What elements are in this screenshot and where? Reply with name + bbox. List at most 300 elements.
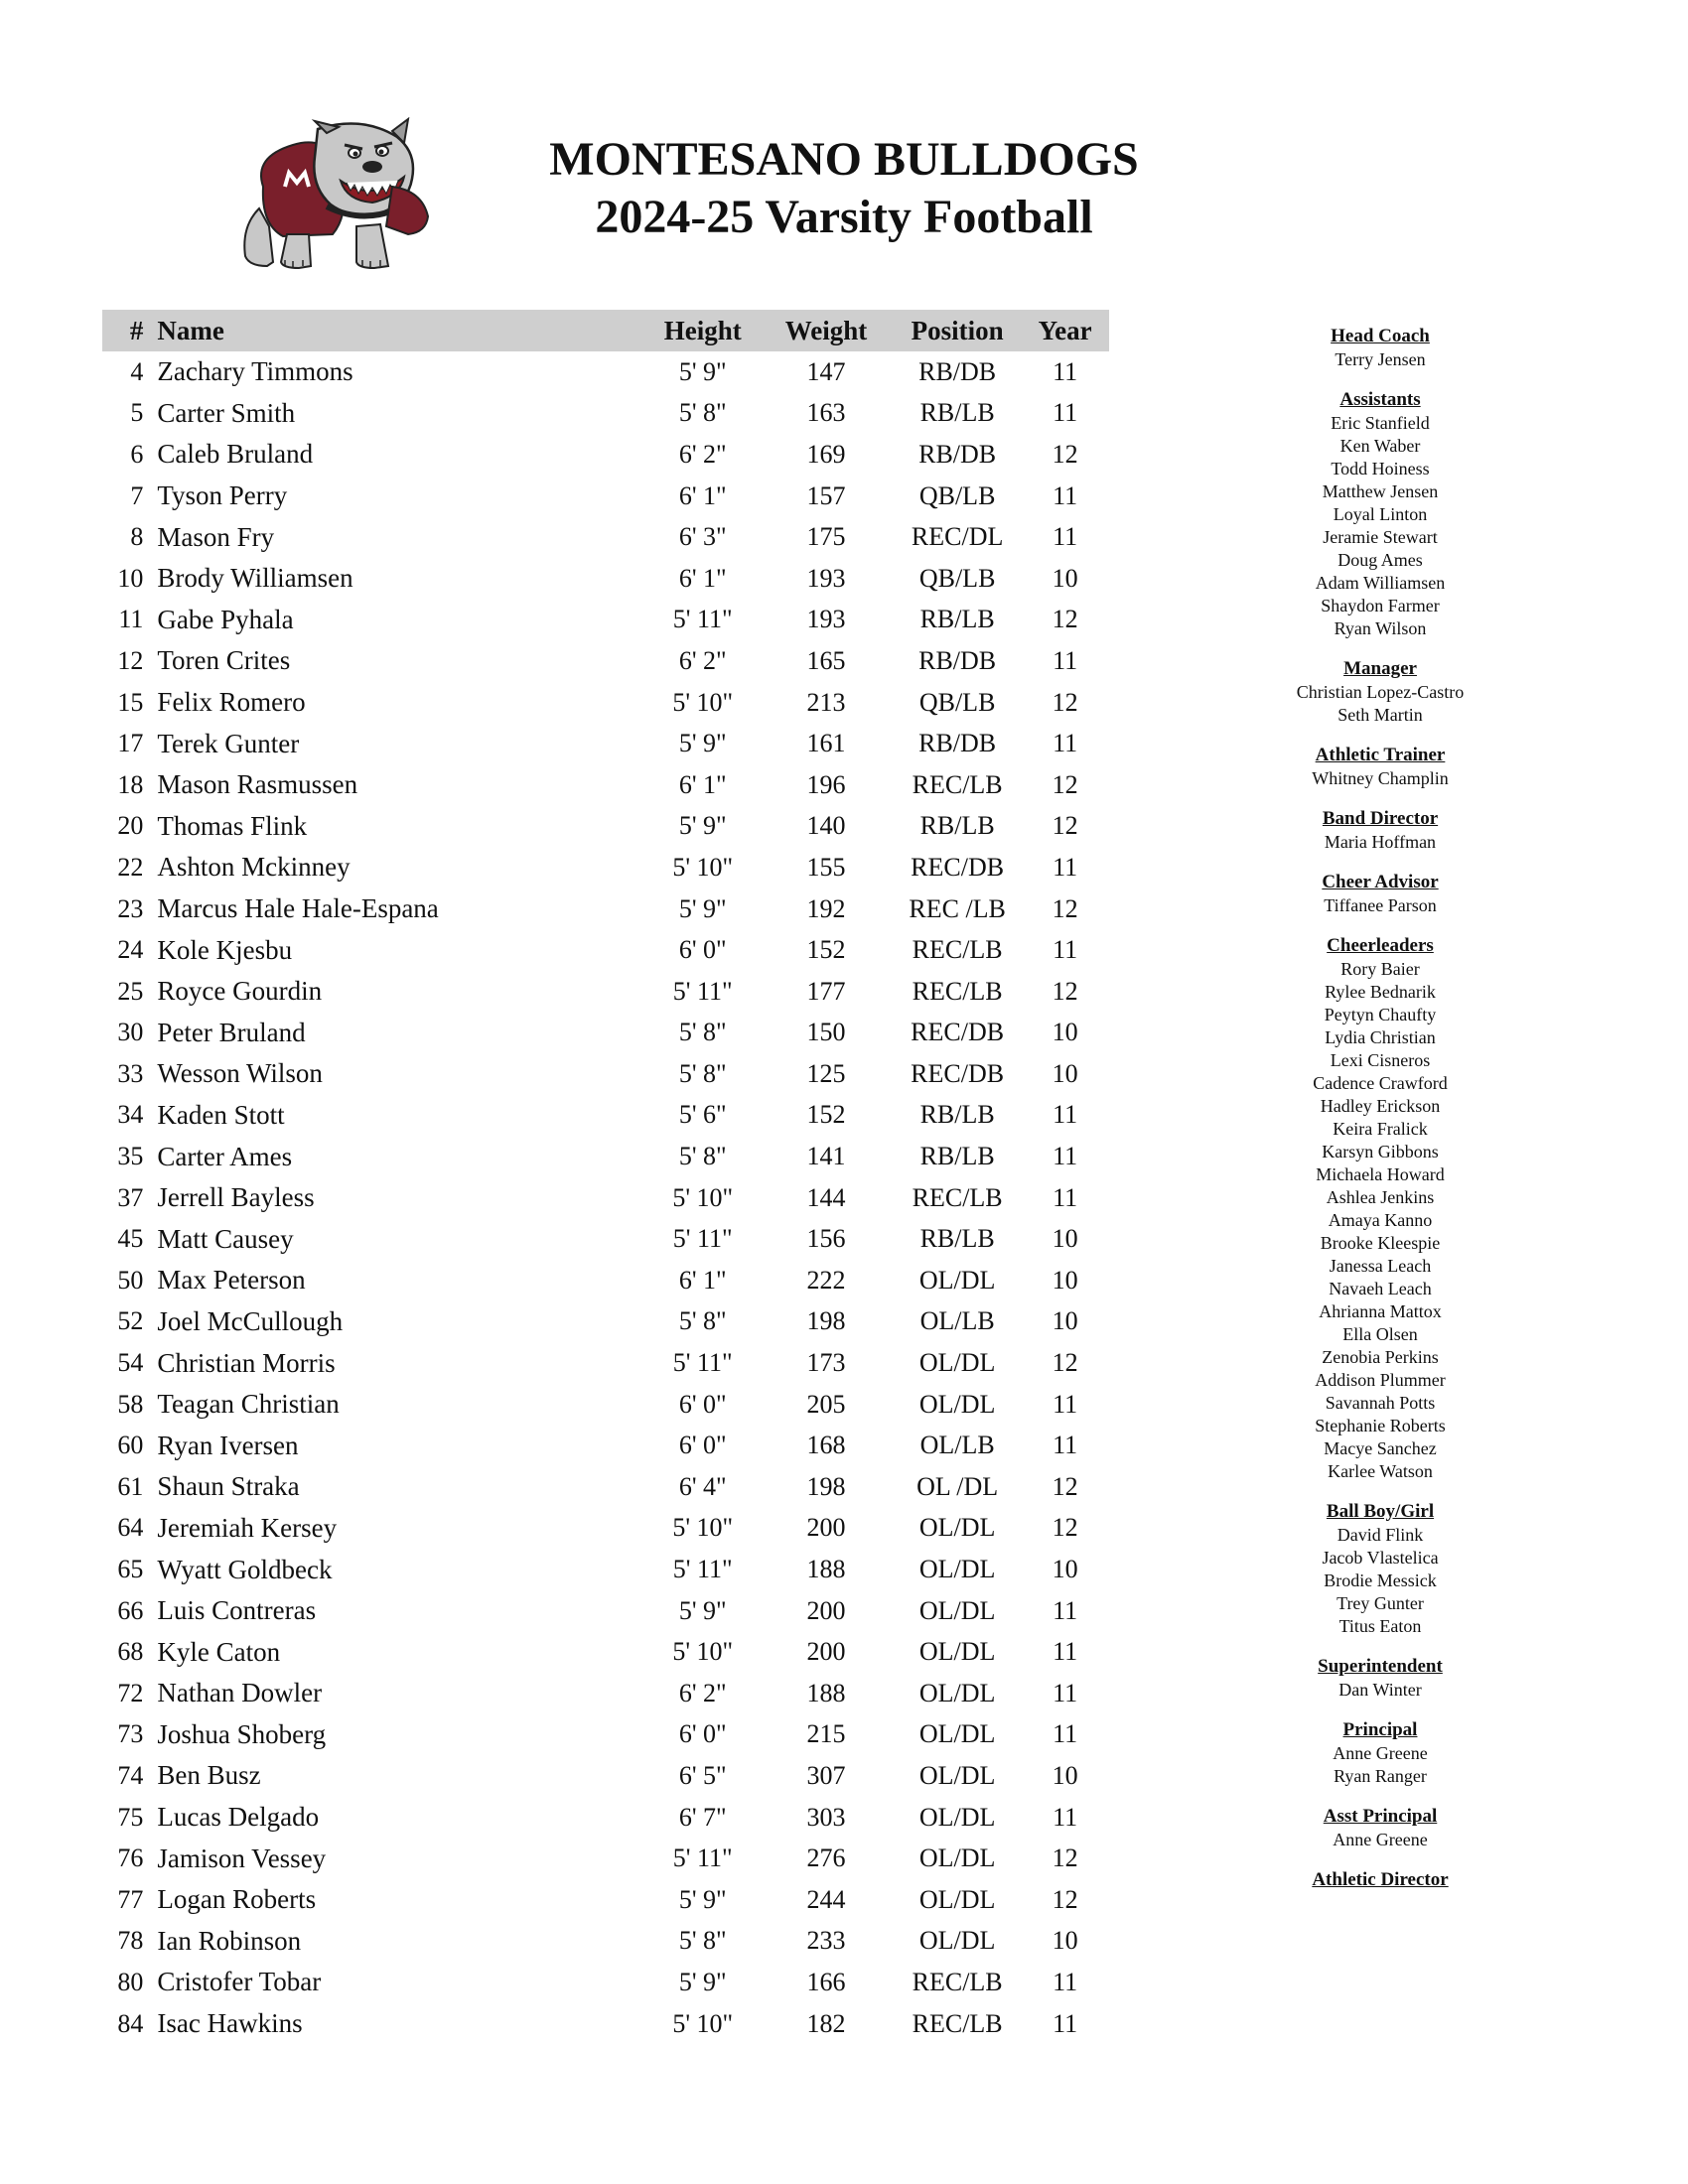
player-name: Zachary Timmons [157,356,353,387]
player-name: Terek Gunter [157,728,300,758]
player-position: REC/DL [911,522,1004,552]
col-header-position: Position [911,315,1004,345]
player-weight: 193 [806,563,846,593]
roster-row [102,1755,1109,1797]
player-weight: 200 [806,1595,846,1625]
player-year: 12 [1052,1513,1078,1543]
player-height: 6' 2" [678,645,727,675]
player-year: 11 [1053,935,1078,965]
player-position: REC/DB [911,1018,1005,1047]
player-position: OL/DL [918,1513,996,1543]
staff-member: Karsyn Gibbons [1322,1142,1439,1161]
staff-group-title: Manager [1343,658,1417,679]
roster-row [102,1425,1109,1466]
player-position: OL/DL [918,1719,996,1749]
player-year: 10 [1052,1265,1078,1295]
staff-group [1271,1804,1489,1851]
player-height: 5' 8" [678,1058,727,1088]
player-number: 5 [130,398,144,428]
staff-member: Matthew Jensen [1322,481,1439,501]
staff-group-title: Athletic Director [1312,1869,1449,1890]
player-name: Gabe Pyhala [157,604,294,634]
player-weight: 157 [806,480,846,510]
player-weight: 163 [806,398,846,428]
player-position: REC/DB [911,852,1005,882]
staff-group-title: Head Coach [1331,326,1430,346]
player-height: 5' 11" [672,1555,733,1584]
player-weight: 213 [806,687,846,717]
roster-row [102,723,1109,764]
player-number: 45 [117,1224,144,1254]
player-number: 7 [130,480,144,510]
player-number: 65 [117,1555,144,1584]
player-year: 12 [1052,811,1078,841]
player-height: 5' 9" [678,893,727,923]
player-number: 75 [117,1802,144,1832]
player-weight: 169 [806,439,846,469]
player-position: QB/LB [918,480,996,510]
player-height: 6' 5" [678,1760,727,1790]
player-weight: 192 [806,893,846,923]
staff-member: Jacob Vlastelica [1322,1548,1439,1568]
player-year: 12 [1052,1843,1078,1873]
player-height: 6' 3" [678,522,727,552]
player-number: 33 [117,1058,144,1088]
roster-row [102,806,1109,848]
player-height: 6' 4" [678,1471,727,1501]
player-year: 11 [1053,1389,1078,1419]
player-height: 5' 11" [672,1843,733,1873]
staff-member: Peytyn Chaufty [1324,1005,1437,1024]
player-weight: 150 [806,1018,846,1047]
player-number: 15 [117,687,144,717]
staff-group-title: Cheer Advisor [1322,872,1439,892]
roster-row [102,1095,1109,1137]
player-position: REC /LB [909,893,1006,923]
player-name: Mason Rasmussen [157,769,358,800]
player-number: 18 [117,769,144,799]
player-weight: 144 [806,1182,846,1212]
staff-group-title: Ball Boy/Girl [1326,1501,1435,1522]
roster-row [102,2003,1109,2045]
staff-member: Savannah Potts [1325,1393,1436,1413]
roster-table [102,310,1109,2079]
player-height: 5' 8" [678,398,727,428]
player-position: RB/LB [919,1224,995,1254]
player-number: 22 [117,852,144,882]
staff-member: Trey Gunter [1336,1593,1424,1613]
player-position: OL/DL [918,1389,996,1419]
player-weight: 177 [806,976,846,1006]
player-height: 6' 2" [678,439,727,469]
player-year: 10 [1052,1926,1078,1956]
player-position: RB/LB [919,811,995,841]
staff-group [1271,1867,1489,1892]
player-position: OL/LB [919,1306,995,1336]
staff-group [1271,933,1489,1483]
player-weight: 168 [806,1431,846,1460]
player-height: 5' 10" [672,1637,734,1667]
player-position: RB/LB [919,1142,995,1171]
col-header-height: Height [663,315,742,345]
staff-member: Ahrianna Mattox [1319,1301,1442,1321]
player-position: OL/DL [918,1637,996,1667]
player-number: 78 [117,1926,144,1956]
player-name: Nathan Dowler [157,1678,323,1708]
title-block [477,131,1211,246]
player-weight: 141 [806,1142,846,1171]
player-number: 12 [117,645,144,675]
player-number: 84 [117,2008,144,2038]
player-weight: 198 [806,1471,846,1501]
player-year: 11 [1053,398,1078,428]
staff-member: Dan Winter [1338,1680,1422,1700]
staff-member: Adam Williamsen [1315,573,1446,593]
player-number: 77 [117,1884,144,1914]
roster-header-row [102,310,1109,351]
player-year: 11 [1053,1182,1078,1212]
player-height: 6' 0" [678,935,727,965]
player-number: 64 [117,1513,144,1543]
player-name: Wesson Wilson [157,1058,323,1089]
staff-member: Christian Lopez-Castro [1296,682,1465,702]
player-position: REC/LB [912,935,1003,965]
player-year: 12 [1052,976,1078,1006]
staff-member: Maria Hoffman [1324,832,1437,852]
player-year: 12 [1052,893,1078,923]
staff-group [1271,324,1489,371]
player-name: Royce Gourdin [157,976,323,1007]
player-weight: 188 [806,1678,846,1707]
staff-member: Amaya Kanno [1328,1210,1433,1230]
player-name: Matt Causey [157,1223,294,1254]
roster-row [102,1260,1109,1301]
staff-member: Navaeh Leach [1329,1279,1432,1298]
player-weight: 200 [806,1513,846,1543]
player-height: 6' 1" [678,1265,727,1295]
player-name: Carter Smith [157,397,296,428]
player-number: 6 [130,439,144,469]
player-number: 50 [117,1265,144,1295]
roster-body [102,351,1109,2079]
bulldog-mascot-logo [223,117,462,272]
player-name: Luis Contreras [157,1595,317,1626]
staff-member: Karlee Watson [1328,1461,1433,1481]
player-height: 5' 8" [678,1926,727,1956]
roster-row [102,1962,1109,2003]
roster-row [102,1013,1109,1054]
player-year: 11 [1053,1142,1078,1171]
staff-member: Zenobia Perkins [1322,1347,1439,1367]
player-weight: 276 [806,1843,846,1873]
player-position: OL/DL [918,1265,996,1295]
player-weight: 200 [806,1637,846,1667]
player-number: 4 [130,356,144,386]
player-year: 11 [1053,1100,1078,1130]
player-height: 5' 11" [672,1348,733,1378]
player-number: 23 [117,893,144,923]
player-name: Marcus Hale Hale-Espana [157,893,439,924]
roster-row [102,434,1109,476]
bulldog-illustration [244,119,428,268]
player-height: 6' 0" [678,1431,727,1460]
player-weight: 166 [806,1967,846,1996]
player-name: Toren Crites [157,645,291,676]
player-name: Ashton Mckinney [157,852,351,883]
player-position: REC/LB [912,769,1003,799]
roster-row [102,1218,1109,1260]
roster-row [102,1673,1109,1714]
player-height: 5' 8" [678,1018,727,1047]
player-name: Mason Fry [157,521,275,552]
player-height: 6' 1" [678,769,727,799]
staff-group [1271,656,1489,727]
roster-row [102,476,1109,517]
staff-member: Seth Martin [1337,705,1423,725]
player-number: 52 [117,1306,144,1336]
roster-row [102,1053,1109,1095]
staff-member: Brooke Kleespie [1320,1233,1441,1253]
player-year: 11 [1053,2008,1078,2038]
player-weight: 215 [806,1719,846,1749]
player-name: Wyatt Goldbeck [157,1554,333,1584]
staff-member: Terry Jensen [1335,349,1426,369]
player-year: 12 [1052,1884,1078,1914]
player-name: Ben Busz [157,1760,261,1791]
player-position: RB/LB [919,1100,995,1130]
player-year: 11 [1053,480,1078,510]
staff-member: Anne Greene [1333,1830,1428,1849]
roster-row [102,682,1109,724]
player-height: 6' 1" [678,480,727,510]
player-height: 5' 11" [672,1224,733,1254]
staff-group [1271,806,1489,854]
roster-row [102,971,1109,1013]
staff-member: Jeramie Stewart [1323,527,1438,547]
player-height: 6' 2" [678,1678,727,1707]
player-height: 5' 9" [678,811,727,841]
staff-member: Rory Baier [1340,959,1420,979]
player-number: 74 [117,1760,144,1790]
staff-member: Tiffanee Parson [1324,895,1437,915]
player-name: Tyson Perry [157,480,288,511]
roster-row [102,847,1109,888]
roster-row [102,1466,1109,1508]
player-number: 8 [130,522,144,552]
roster-row [102,516,1109,558]
player-year: 11 [1053,522,1078,552]
player-number: 10 [117,563,144,593]
staff-member: Hadley Erickson [1320,1096,1441,1116]
staff-group [1271,1717,1489,1788]
player-position: RB/LB [919,398,995,428]
player-weight: 165 [806,645,846,675]
player-year: 12 [1052,1348,1078,1378]
staff-member: Cadence Crawford [1313,1073,1448,1093]
player-name: Jamison Vessey [157,1843,327,1873]
player-position: REC/DB [911,1058,1005,1088]
player-year: 11 [1053,729,1078,758]
player-name: Caleb Bruland [157,439,314,470]
player-weight: 188 [806,1555,846,1584]
roster-row [102,1342,1109,1384]
staff-list [1271,324,1489,1904]
player-number: 66 [117,1595,144,1625]
player-position: OL/DL [918,1843,996,1873]
player-height: 5' 9" [678,356,727,386]
player-number: 58 [117,1389,144,1419]
player-position: REC/LB [912,1967,1003,1996]
player-weight: 182 [806,2008,846,2038]
player-year: 10 [1052,1058,1078,1088]
player-height: 5' 9" [678,729,727,758]
staff-member: Lexi Cisneros [1330,1050,1431,1070]
roster-row [102,888,1109,930]
player-position: RB/DB [918,645,997,675]
staff-member: Ella Olsen [1342,1324,1418,1344]
staff-member: Lydia Christian [1325,1027,1436,1047]
player-year: 11 [1053,645,1078,675]
player-name: Felix Romero [157,687,306,718]
staff-member: Eric Stanfield [1331,413,1430,433]
staff-member: Doug Ames [1337,550,1423,570]
staff-member: Janessa Leach [1329,1256,1432,1276]
player-number: 37 [117,1182,144,1212]
player-number: 60 [117,1431,144,1460]
player-position: RB/DB [918,439,997,469]
player-name: Lucas Delgado [157,1802,320,1833]
staff-member: Stephanie Roberts [1315,1416,1446,1435]
team-title: MONTESANO BULLDOGS [549,133,1139,186]
roster-row [102,393,1109,435]
player-name: Peter Bruland [157,1017,306,1047]
player-year: 10 [1052,563,1078,593]
player-position: OL/DL [918,1802,996,1832]
roster-row [102,1549,1109,1590]
player-number: 24 [117,935,144,965]
player-height: 6' 0" [678,1719,727,1749]
roster-row [102,1508,1109,1550]
player-weight: 196 [806,769,846,799]
roster-row [102,351,1109,393]
season-title: 2024-25 Varsity Football [595,191,1093,243]
col-header-weight: Weight [784,315,868,345]
staff-member: Keira Fralick [1333,1119,1428,1139]
player-name: Ian Robinson [157,1925,302,1956]
player-position: QB/LB [918,687,996,717]
player-year: 11 [1053,1967,1078,1996]
player-year: 10 [1052,1760,1078,1790]
player-year: 11 [1053,1595,1078,1625]
player-position: REC/LB [912,976,1003,1006]
col-header-number: # [129,315,144,345]
player-year: 10 [1052,1224,1078,1254]
player-weight: 125 [806,1058,846,1088]
player-number: 17 [117,729,144,758]
staff-member: Brodie Messick [1324,1570,1437,1590]
player-weight: 147 [806,356,846,386]
roster-row [102,1177,1109,1219]
player-name: Cristofer Tobar [157,1967,322,1997]
player-year: 12 [1052,1471,1078,1501]
staff-member: Rylee Bednarik [1325,982,1436,1002]
player-height: 6' 0" [678,1389,727,1419]
player-name: Logan Roberts [157,1884,317,1915]
player-weight: 307 [806,1760,846,1790]
roster-row [102,558,1109,600]
player-name: Kaden Stott [157,1099,285,1130]
player-number: 11 [118,605,144,634]
player-number: 20 [117,811,144,841]
player-number: 35 [117,1142,144,1171]
player-year: 10 [1052,1306,1078,1336]
player-name: Thomas Flink [157,810,308,841]
player-weight: 161 [806,729,846,758]
staff-member: David Flink [1336,1525,1424,1545]
staff-group-title: Band Director [1322,808,1439,829]
roster-row [102,929,1109,971]
player-position: OL/LB [919,1431,995,1460]
player-year: 11 [1053,1431,1078,1460]
player-height: 5' 10" [672,2008,734,2038]
staff-member: Whitney Champlin [1312,768,1449,788]
player-year: 11 [1053,1678,1078,1707]
player-weight: 303 [806,1802,846,1832]
staff-member: Macye Sanchez [1324,1438,1437,1458]
player-height: 5' 10" [672,1182,734,1212]
player-year: 11 [1053,1637,1078,1667]
player-weight: 152 [806,935,846,965]
player-weight: 155 [806,852,846,882]
player-weight: 222 [806,1265,846,1295]
player-weight: 233 [806,1926,846,1956]
staff-member: Todd Hoiness [1331,459,1430,478]
staff-group-title: Asst Principal [1323,1806,1438,1827]
player-position: RB/DB [918,729,997,758]
col-header-name: Name [157,315,224,345]
staff-member: Titus Eaton [1338,1616,1422,1636]
roster-row [102,1797,1109,1839]
staff-group-title: Cheerleaders [1327,935,1434,956]
staff-group [1271,1654,1489,1702]
staff-member: Loyal Linton [1333,504,1428,524]
player-weight: 140 [806,811,846,841]
player-number: 68 [117,1637,144,1667]
staff-group-title: Assistants [1339,389,1421,410]
player-position: OL/DL [918,1884,996,1914]
player-height: 5' 6" [678,1100,727,1130]
player-name: Brody Williamsen [157,563,353,594]
player-name: Max Peterson [157,1265,306,1296]
roster-row [102,1879,1109,1921]
player-number: 80 [117,1967,144,1996]
roster-row [102,1631,1109,1673]
roster-row [102,1136,1109,1177]
roster-row [102,600,1109,641]
player-name: Teagan Christian [157,1389,340,1420]
player-year: 10 [1052,1555,1078,1584]
player-name: Shaun Straka [157,1471,300,1502]
staff-member: Ashlea Jenkins [1326,1187,1435,1207]
player-height: 5' 8" [678,1306,727,1336]
player-position: RB/LB [919,605,995,634]
player-height: 5' 10" [672,852,734,882]
player-year: 12 [1052,605,1078,634]
roster-row [102,764,1109,806]
player-number: 54 [117,1348,144,1378]
player-weight: 173 [806,1348,846,1378]
player-name: Joel McCullough [157,1305,344,1336]
